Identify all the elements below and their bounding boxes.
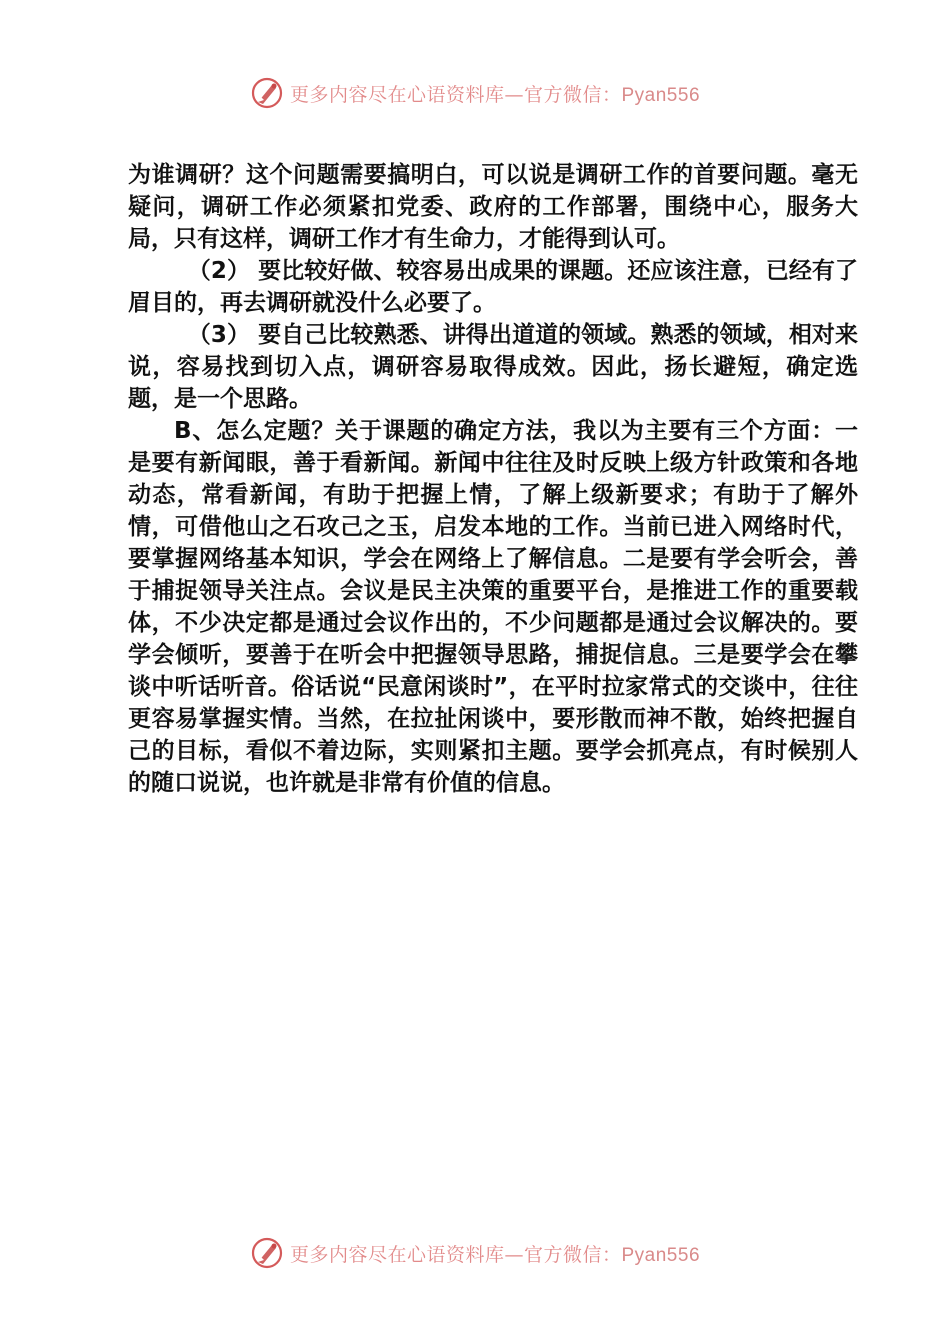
pen-nib-circle-logo-icon (250, 1236, 284, 1270)
footer-watermark-en: Pyan556 (621, 1244, 701, 1266)
pen-nib-circle-logo-icon (250, 76, 284, 110)
document-body (128, 159, 858, 799)
footer-watermark-cn: 更多内容尽在心语资料库—官方微信： (289, 1243, 622, 1266)
footer-watermark (0, 1236, 950, 1270)
header-watermark-text (290, 80, 700, 107)
paragraph-2: （2） 要比较好做、较容易出成果的课题。还应该注意，已经有了眉目的，再去调研就没什么必要了。 (128, 258, 858, 316)
paragraph-4: B、怎么定题？关于课题的确定方法，我以为主要有三个方面：一是要有新闻眼，善于看新闻。新闻中往往及时反映上级方针政策和各地动态，常看新闻，有助于把握上情，了解上级新要求；有助于了解外情，可借他山之石攻己之玉，启发本地的工作。当前已进入网络时代，要掌握网络基本知识，学会在网络上了解信息。二是要有学会听会，善于捕捉领导关注点。会议是民主决策的重要平台，是推进工作的重要载体，不少决定都是通过会议作出的，不少问题都是通过会议解决的。要学会倾听，要善于在听会中把握领导思路，捕捉信息。三是要学会在攀谈中听话听音。俗话说“民意闲谈时”，在平时拉家常式的交谈中，往往更容易掌握实情。当然，在拉扯闲谈中，要形散而神不散，始终把握自己的目标，看似不着边际，实则紧扣主题。要学会抓亮点，有时候别人的随口说说，也许就是非常有价值的信息。 (128, 418, 858, 796)
footer-watermark-text (290, 1240, 700, 1267)
header-watermark-cn: 更多内容尽在心语资料库—官方微信： (289, 83, 622, 106)
header-watermark (0, 76, 950, 110)
paragraph-1: 为谁调研？这个问题需要搞明白，可以说是调研工作的首要问题。毫无疑问，调研工作必须紧扣党委、政府的工作部署，围绕中心，服务大局，只有这样，调研工作才有生命力，才能得到认可。 (128, 162, 858, 252)
header-watermark-en: Pyan556 (621, 84, 701, 106)
paragraph-3: （3） 要自己比较熟悉、讲得出道道的领域。熟悉的领域，相对来说，容易找到切入点，调研容易取得成效。因此，扬长避短，确定选题，是一个思路。 (128, 322, 858, 412)
